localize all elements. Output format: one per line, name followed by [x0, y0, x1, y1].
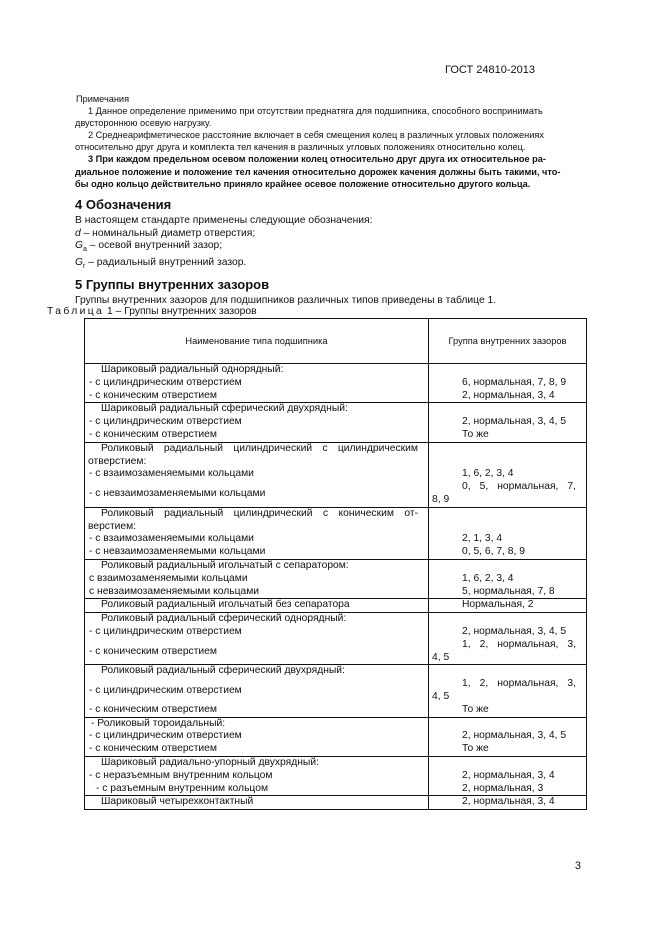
clearance-groups-table	[84, 318, 587, 810]
section-4-heading: 4 Обозначения	[75, 197, 172, 212]
symbol-gr-line: $G_r$ – радиальный внутренний зазор.	[75, 256, 247, 270]
note-3-line-3: бы одно кольцо действительно приняло крайнее осевое положение относительно другого кольца.	[75, 178, 531, 189]
table-row: Шариковый радиально-упорный двухрядный: - с неразъемным внутренним кольцом - с разъемным внутренним кольцом 2, нормальная, 3, 4 2, нормальная, 3	[85, 756, 587, 795]
table-row: Роликовый радиальный цилиндрический с цилиндрическим отверстием: - с взаимозаменяемыми кольцами - с невзаимозаменяемыми кольцами 1, 6, 2, 3, 4 0, 5, нормальная, 7, 8, 9	[85, 442, 587, 507]
symbol-ga-line: $G_a$ – осевой внутренний зазор;	[75, 240, 223, 254]
symbol-d-line: d – номинальный диаметр отверстия;	[75, 227, 256, 239]
table-row: Шариковый четырехконтактный 2, нормальная, 3, 4	[85, 796, 587, 810]
table-row: Роликовый радиальный сферический двухрядный: - с цилиндрическим отверстием - с коническим отверстием 1, 2, нормальная, 3, 4, 5 То же	[85, 665, 587, 717]
symbol-d: d	[75, 227, 81, 239]
table-row: Шариковый радиальный сферический двухрядный: - с цилиндрическим отверстием - с коническим отверстием 2, нормальная, 3, 4, 5 То же	[85, 403, 587, 442]
document-code: ГОСТ 24810-2013	[445, 64, 535, 76]
column-header-clearance-group: Группа внутренних зазоров	[429, 319, 587, 364]
symbol-gr: $G_r$	[75, 256, 86, 270]
note-3-line-2: диальное положение и положение тел качения относительно дорожек качения должны быть такими, что-	[75, 166, 561, 177]
table-row: Роликовый радиальный сферический однорядный: - с цилиндрическим отверстием - с коническим отверстием 2, нормальная, 3, 4, 5 1, 2, нормальная, 3, 4, 5	[85, 613, 587, 665]
table-row: Роликовый радиальный игольчатый с сепаратором: с взаимозаменяемыми кольцами с невзаимозаменяемыми кольцами 1, 6, 2, 3, 4 5, нормальная, 7, 8	[85, 559, 587, 598]
note-1-line-2: двустороннюю осевую нагрузку.	[75, 118, 212, 129]
column-header-bearing-type: Наименование типа подшипника	[85, 319, 429, 364]
section-4-intro: В настоящем стандарте применены следующие обозначения:	[75, 215, 373, 226]
table-row: Роликовый радиальный цилиндрический с коническим от- верстием: - с взаимозаменяемыми кольцами - с невзаимозаменяемыми кольцами 2, 1, 3, 4 0, 5, 6, 7, 8, 9	[85, 507, 587, 559]
table-row: Шариковый радиальный однорядный: - с цилиндрическим отверстием - с коническим отверстием 6, нормальная, 7, 8, 9 2, нормальная, 3, 4	[85, 364, 587, 403]
table-caption-word: Таблица	[47, 306, 105, 317]
page-number: 3	[574, 860, 581, 872]
notes-title: Примечания	[76, 94, 130, 104]
note-2-line-2: относительно друг друга и комплекта тел качения в различных угловых положениях относительно колец.	[75, 142, 526, 153]
note-3-line-1: 3 При каждом предельном осевом положении колец относительно друг друга их относительное ра-	[88, 154, 546, 165]
table-header-row	[85, 319, 587, 364]
table-row: - Роликовый тороидальный: - с цилиндрическим отверстием - с коническим отверстием 2, нормальная, 3, 4, 5 То же	[85, 717, 587, 756]
section-5-intro: Группы внутренних зазоров для подшипников различных типов приведены в таблице 1.	[75, 295, 497, 306]
section-designations	[75, 197, 585, 273]
table-caption-text: 1 – Группы внутренних зазоров	[104, 306, 257, 317]
table-caption	[47, 306, 257, 317]
section-5-heading: 5 Группы внутренних зазоров	[75, 277, 270, 292]
symbol-ga: $G_a$	[75, 240, 87, 254]
note-1-line-1: 1 Данное определение применимо при отсутствии преднатяга для подшипника, способного воспринимать	[88, 106, 543, 117]
note-2-line-1: 2 Среднеарифметическое расстояние включает в себя смещения колец в различных угловых положениях	[88, 130, 544, 141]
section-clearance-groups	[75, 277, 585, 308]
notes-block	[75, 93, 581, 190]
table-row: Роликовый радиальный игольчатый без сепаратора Нормальная, 2	[85, 599, 587, 613]
